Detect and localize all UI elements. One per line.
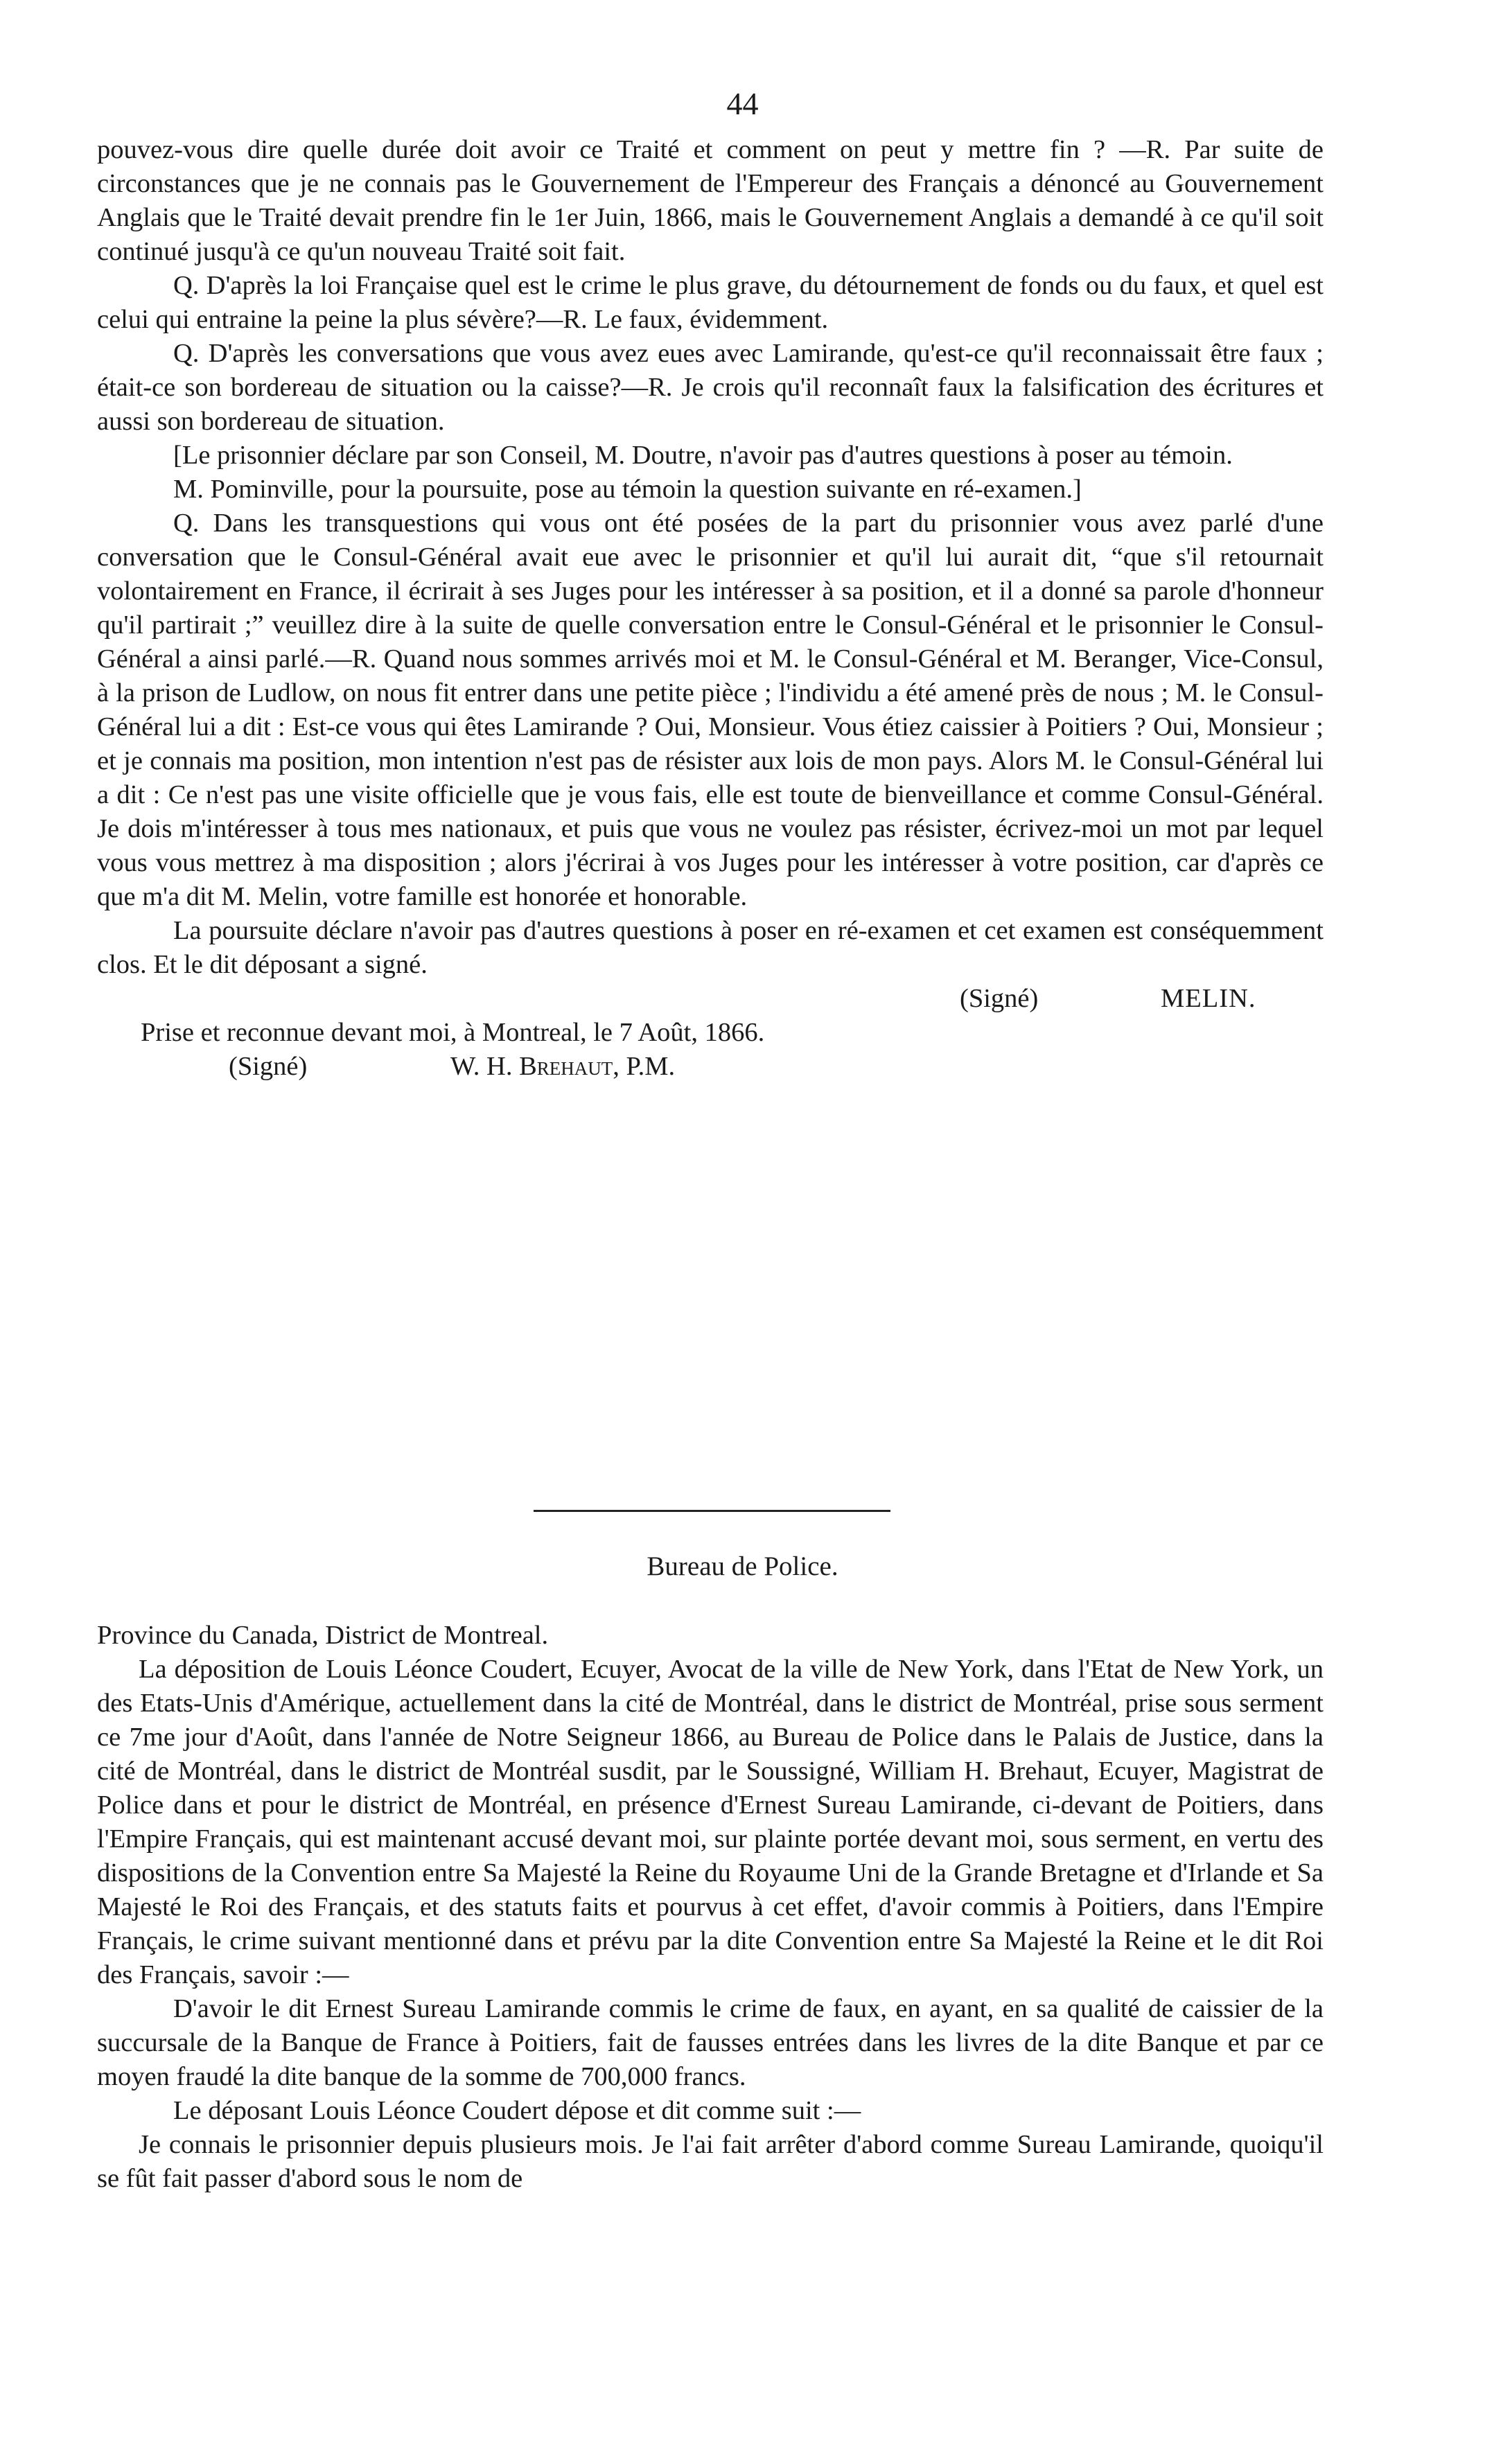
- question-paragraph-conversations: Q. D'après les conversations que vous avez eues avec Lamirande, qu'est-ce qu'il reconnaissait être faux ; était-ce son bordereau de situation ou la caisse?—R. Je crois qu'il reconnaît faux la falsification des écritures et aussi son bordereau de situation.: [97, 339, 1324, 436]
- deponent-intro: Le déposant Louis Léonce Coudert dépose et dit comme suit :—: [173, 2096, 861, 2125]
- answer-paragraph-treaty: pouvez-vous dire quelle durée doit avoir ce Traité et comment on peut y mettre fin ? —R. Par suite de circonstances que je ne connais pas le Gouvernement de l'Empereur des Français a dénoncé au Gouvernement Anglais que le Traité devait prendre fin le 1er Juin, 1866, mais le Gouvernement Anglais a demandé à ce qu'il soit continué jusqu'à ce qu'un nouveau Traité soit fait.: [97, 135, 1324, 266]
- attestation-signature: [97, 1050, 1324, 1084]
- deposition-paragraph: La déposition de Louis Léonce Coudert, Ecuyer, Avocat de la ville de New York, dans l'Etat de New York, un des Etats-Unis d'Amérique, actuellement dans la cité de Montréal, dans le district de Montréal, prise sous serment ce 7me jour d'Août, dans l'année de Notre Seigneur 1866, au Bureau de Police dans le Palais de Justice, dans la cité de Montréal, dans le district de Montréal susdit, par le Soussigné, William H. Brehaut, Ecuyer, Magistrat de Police dans et pour le district de Montréal, en présence d'Ernest Sureau Lamirande, ci-devant de Poitiers, dans l'Empire Français, qui est maintenant accusé devant moi, sur plainte portée devant moi, sous serment, en vertu des dispositions de la Convention entre Sa Majesté la Reine du Royaume Uni de la Grande Bretagne et d'Irlande et Sa Majesté le Roi des Français, et des statuts faits et pourvus à cet effet, d'avoir commis à Poitiers, dans l'Empire Français, le crime suivant mentionné dans et prévu par la dite Convention entre Sa Majesté la Reine et le dit Roi des Français, savoir :—: [97, 1655, 1324, 1989]
- attest-signe-label: (Signé): [229, 1052, 308, 1081]
- signature-name: MELIN.: [1161, 984, 1256, 1013]
- question-paragraph-reexamen: Q. Dans les transquestions qui vous ont été posées de la part du prisonnier vous avez parlé d'une conversation que le Consul-Général avait eue avec le prisonnier et qu'il lui aurait dit, “que s'il retournait volontairement en France, il écrirait à ses Juges pour les intéresser à sa position, et il a donné sa parole d'honneur qu'il partirait ;” veuillez dire à la suite de quelle conversation entre le Consul-Général et le prisonnier le Consul-Général a ainsi parlé.—R. Quand nous sommes arrivés moi et M. le Consul-Général et M. Beranger, Vice-Consul, à la prison de Ludlow, on nous fit entrer dans une petite pièce ; l'individu a été amené près de nous ; M. le Consul-Général lui a dit : Est-ce vous qui êtes Lamirande ? Oui, Monsieur. Vous étiez caissier à Poitiers ? Oui, Monsieur ; et je connais ma position, mon intention n'est pas de résister aux lois de mon pays. Alors M. le Consul-Général lui a dit : Ce n'est pas une visite officielle que je vous fais, elle est toute de bienveillance et comme Consul-Général. Je dois m'intéresser à tous mes nationaux, et puis que vous ne voulez pas résister, écrivez-moi un mot par lequel vous vous mettrez à ma disposition ; alors j'écrirai à vos Juges pour les intéresser à votre position, car d'après ce que m'a dit M. Melin, votre famille est honorée et honorable.: [97, 509, 1324, 911]
- attest-name-suffix: , P.M.: [613, 1052, 676, 1081]
- attest-name-surname: Brehaut: [519, 1052, 613, 1081]
- bracket-note-prisoner: [Le prisonnier déclare par son Conseil, M. Doutre, n'avoir pas d'autres questions à poser au témoin.: [173, 441, 1233, 470]
- section-divider: [534, 1510, 890, 1512]
- signature-line: [97, 982, 1324, 1016]
- testimony-start: Je connais le prisonnier depuis plusieurs mois. Je l'ai fait arrêter d'abord comme Sureau Lamirande, quoiqu'il se fût fait passer d'abord sous le nom de: [97, 2130, 1324, 2193]
- testimony-section: [97, 133, 1324, 1084]
- page-number: 44: [726, 86, 759, 121]
- charge-paragraph: D'avoir le dit Ernest Sureau Lamirande commis le crime de faux, en ayant, en sa qualité de caissier de la succursale de la Banque de France à Poitiers, fait de fausses entrées dans les livres de la dite Banque et par ce moyen fraudé la dite banque de la somme de 700,000 francs.: [97, 1994, 1324, 2091]
- attestation-line: Prise et reconnue devant moi, à Montreal, le 7 Août, 1866.: [141, 1018, 765, 1047]
- signe-label: (Signé): [960, 984, 1039, 1013]
- question-paragraph-crime: Q. D'après la loi Française quel est le crime le plus grave, du détournement de fonds ou du faux, et quel est celui qui entraine la peine la plus sévère?—R. Le faux, évidemment.: [97, 271, 1324, 334]
- attest-name-initials: W. H.: [450, 1052, 520, 1081]
- section-title: Bureau de Police.: [647, 1551, 838, 1581]
- province-line: Province du Canada, District de Montreal.: [97, 1621, 549, 1650]
- bracket-note-pominville: M. Pominville, pour la poursuite, pose au témoin la question suivante en ré-examen.]: [173, 475, 1082, 504]
- closing-paragraph: La poursuite déclare n'avoir pas d'autres questions à poser en ré-examen et cet examen est conséquemment clos. Et le dit déposant a signé.: [97, 916, 1324, 979]
- deposition-section: [97, 1619, 1324, 2196]
